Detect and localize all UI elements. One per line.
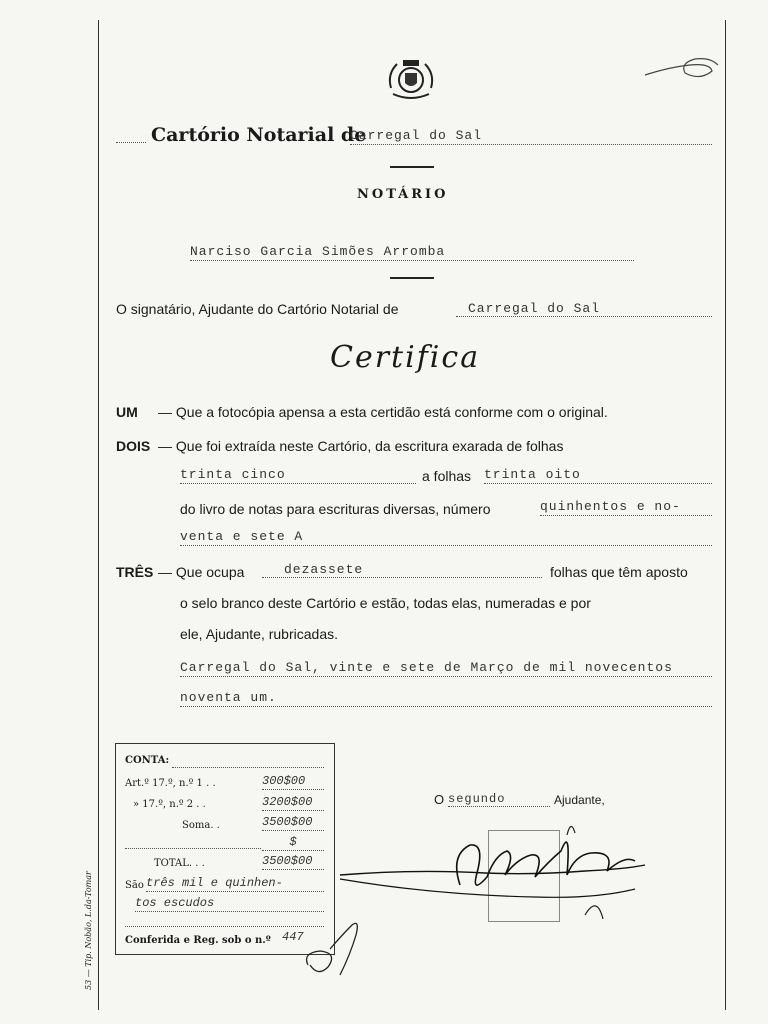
right-margin-line xyxy=(725,20,726,1010)
book-text: do livro de notas para escrituras diversas, número xyxy=(180,501,491,517)
item-tres-line-2: o selo branco deste Cartório e estão, todas elas, numeradas e por xyxy=(180,595,591,611)
item-dois-label: DOIS xyxy=(116,438,151,454)
to-folio: trinta oito xyxy=(484,467,712,484)
account-blank-dots xyxy=(125,848,261,849)
account-sao-value-1: três mil e quinhen- xyxy=(146,876,324,892)
intro-text: O signatário, Ajudante do Cartório Notarial de xyxy=(116,301,399,317)
office-place: Carregal do Sal xyxy=(350,128,712,145)
notary-name: Narciso Garcia Simões Arromba xyxy=(190,244,634,261)
account-sao-value-2: tos escudos xyxy=(135,896,324,912)
account-title-dots xyxy=(172,767,324,768)
account-total-label: TOTAL. . . xyxy=(154,858,205,869)
coat-of-arms-emblem xyxy=(385,58,437,102)
book-number-1: quinhentos e no- xyxy=(540,499,712,516)
account-row1-label: Art.º 17.º, n.º 1 . . xyxy=(125,778,216,789)
item-um-text: — Que a fotocópia apensa a esta certidão está conforme com o original. xyxy=(158,404,608,420)
account-row1-value: 300$00 xyxy=(262,774,324,790)
item-tres-line-3: ele, Ajudante, rubricadas. xyxy=(180,626,338,642)
name-rule xyxy=(390,277,434,279)
signature-suffix: Ajudante, xyxy=(554,793,605,807)
date-place-line-2: noventa um. xyxy=(180,690,712,707)
printer-imprint: 53 — Tip. Nobão, L.da-Tomar xyxy=(84,871,93,990)
left-margin-line xyxy=(98,20,99,1010)
item-tres-text: — Que ocupa xyxy=(158,564,245,580)
account-conferida-label: Conferida e Reg. sob o n.º xyxy=(125,935,271,946)
account-title: CONTA: xyxy=(125,755,170,766)
item-tres-text-2: folhas que têm aposto xyxy=(550,564,688,580)
account-conferida-value: 447 xyxy=(282,930,304,944)
assistant-signature xyxy=(335,815,665,935)
handwritten-initials xyxy=(640,45,720,85)
pages-count: dezassete xyxy=(262,562,542,578)
item-tres-label: TRÊS xyxy=(116,564,154,580)
account-extra-dots xyxy=(125,926,324,927)
intro-place: Carregal do Sal xyxy=(456,301,712,317)
account-row2-value: 3200$00 xyxy=(262,795,324,811)
account-soma-label: Soma. . xyxy=(182,820,220,831)
office-label: Cartório Notarial de xyxy=(151,124,367,146)
header-rule xyxy=(390,166,434,168)
signature-prefix: O xyxy=(434,792,445,807)
to-folio-label: a folhas xyxy=(422,468,472,484)
book-number-2: venta e sete A xyxy=(180,529,712,546)
signature-role: segundo xyxy=(448,792,550,807)
account-sao-label: São xyxy=(125,880,144,891)
notary-role: NOTÁRIO xyxy=(357,187,449,202)
header-dots-left xyxy=(116,142,146,143)
item-um-label: UM xyxy=(116,404,138,420)
date-place-line-1: Carregal do Sal, vinte e sete de Março de mil novecentos xyxy=(180,660,712,677)
certifica-title: Certifica xyxy=(330,340,481,375)
item-dois-text: — Que foi extraída neste Cartório, da escritura exarada de folhas xyxy=(158,438,564,454)
from-folio: trinta cinco xyxy=(180,467,416,484)
account-blank-value: $ xyxy=(262,835,324,851)
account-row2-label: » 17.º, n.º 2 . . xyxy=(133,799,206,810)
account-total-value: 3500$00 xyxy=(262,854,324,870)
account-soma-value: 3500$00 xyxy=(262,815,324,831)
